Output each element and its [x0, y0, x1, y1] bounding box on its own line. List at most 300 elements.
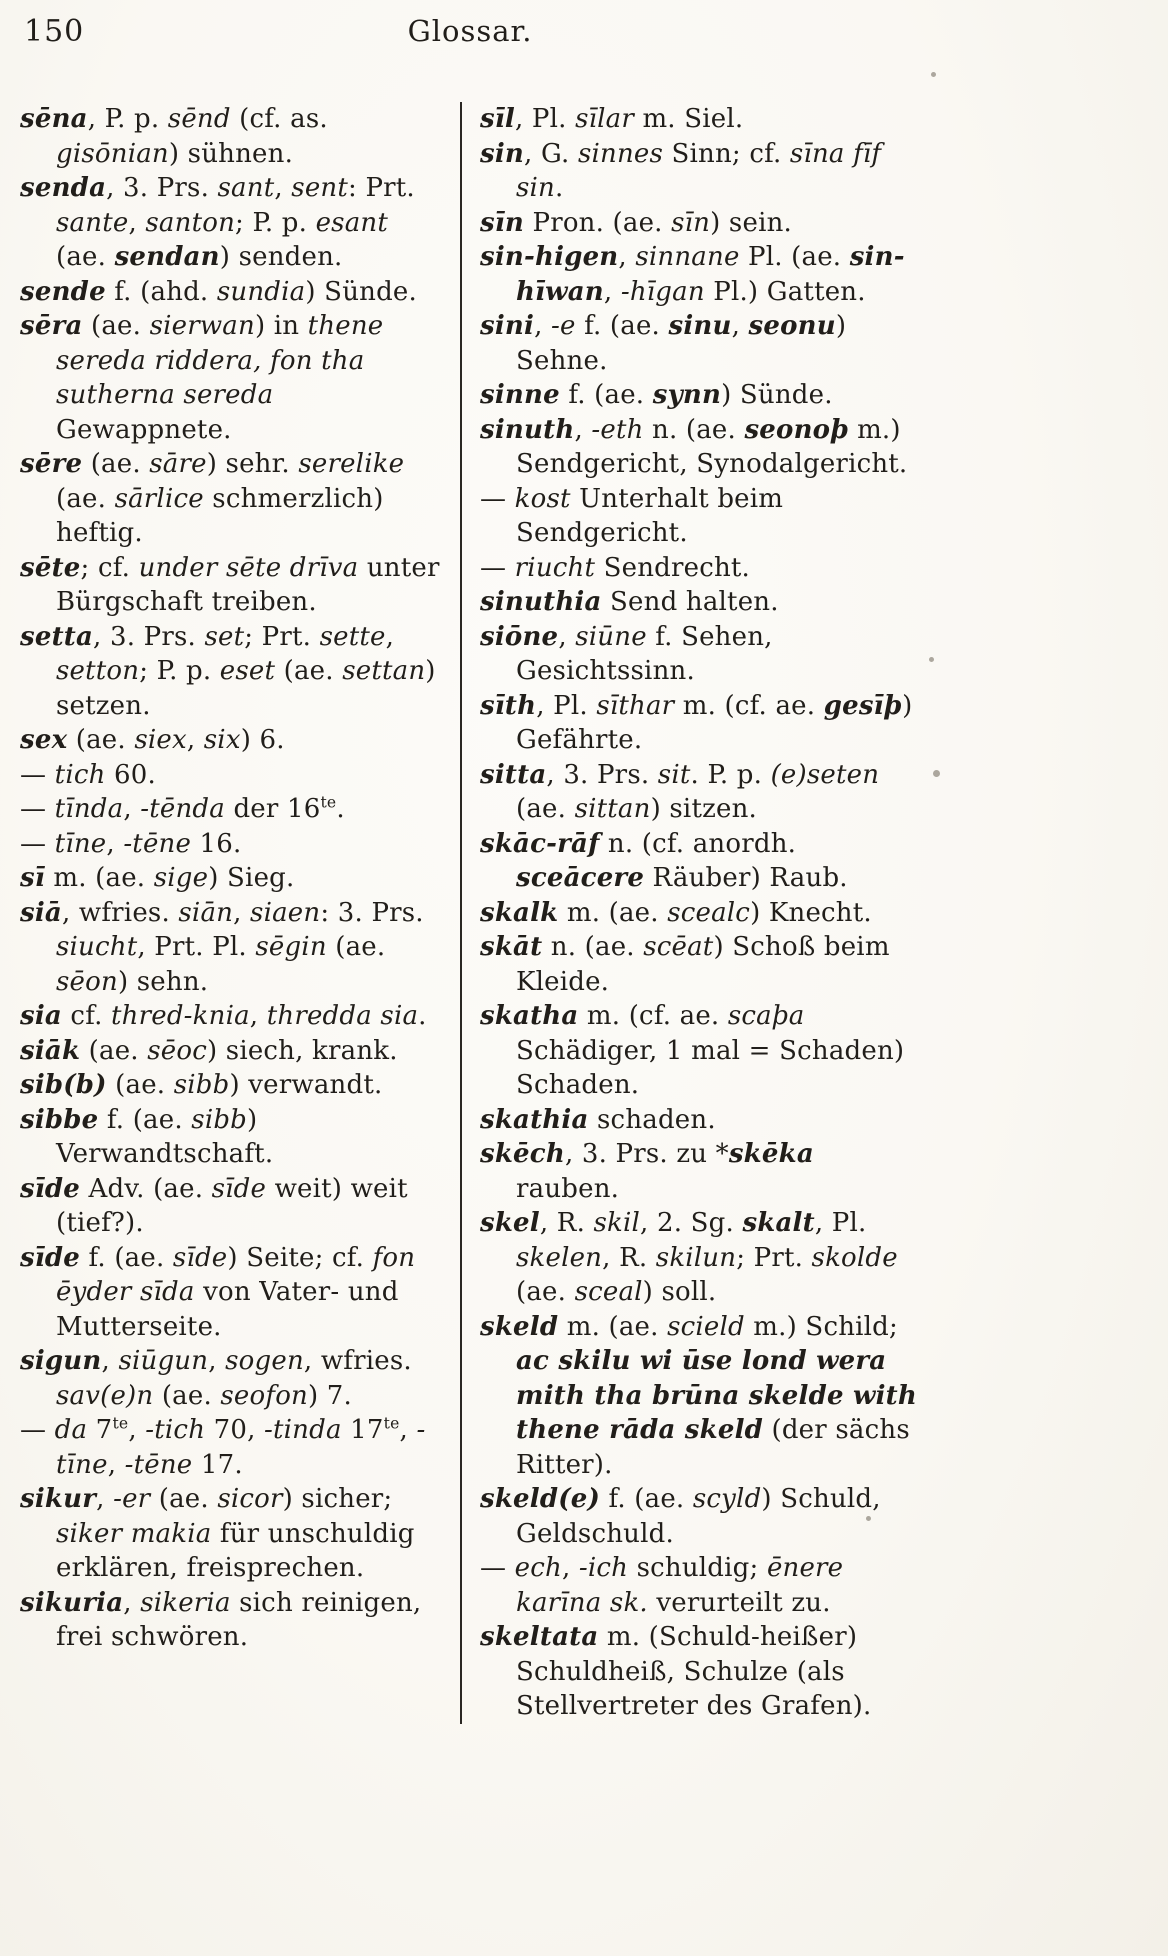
- entry-text: m. (ae.: [558, 1311, 668, 1342]
- running-title: Glossar.: [407, 14, 533, 48]
- entry-text: siker makia: [56, 1518, 212, 1549]
- entry-text: sundia: [216, 276, 306, 307]
- entry-text: scealc: [667, 897, 751, 928]
- glossary-entry: [480, 1620, 922, 1724]
- entry-text: Gewappnete.: [56, 414, 232, 445]
- entry-text: -e: [551, 311, 576, 341]
- entry-text: —: [20, 828, 55, 859]
- entry-text: Pl.) Gatten.: [704, 276, 866, 307]
- glossary-entry: [20, 1482, 446, 1586]
- glossary-entry: [20, 1241, 446, 1345]
- entry-text: -tēnda: [140, 794, 225, 824]
- glossary-entry: [480, 413, 922, 482]
- entry-text: seofon: [220, 1380, 308, 1411]
- entry-text: skelen: [516, 1242, 603, 1273]
- headword-text: seonu: [748, 311, 836, 341]
- entry-text: (ae.: [56, 483, 115, 514]
- entry-text: , Prt. Pl.: [137, 932, 256, 962]
- glossary-entry: [20, 861, 446, 896]
- entry-text: scēat: [643, 932, 714, 962]
- glossary-entry: [20, 1172, 446, 1241]
- entry-text: für unschuldig erklären, freisprechen.: [56, 1518, 415, 1583]
- entry-text: ,: [128, 207, 146, 238]
- entry-text: , 3. Prs.: [546, 759, 658, 790]
- entry-text: ) Schuld, Geldschuld.: [516, 1484, 881, 1549]
- scan-speck: [929, 657, 934, 662]
- entry-text: (e)seten: [770, 759, 880, 790]
- page-header: [0, 14, 1168, 60]
- entry-text: sēnd: [167, 104, 231, 134]
- entry-text: sārlice: [114, 483, 204, 514]
- headword-text: skāc-rāf: [480, 828, 600, 859]
- entry-text: rauben.: [516, 1173, 620, 1204]
- headword-text: sēre: [20, 449, 83, 479]
- entry-text: sīn: [671, 207, 711, 238]
- glossary-entry: [20, 1068, 446, 1103]
- headword-text: sīde: [20, 1242, 81, 1273]
- entry-text: under sēte drīva: [138, 552, 359, 583]
- glossary-entry: [20, 309, 446, 447]
- entry-text: (ae.: [150, 1484, 218, 1514]
- glossary-entry: [480, 482, 922, 551]
- entry-text: (ae.: [275, 656, 343, 686]
- entry-text: sēgin: [255, 932, 327, 962]
- entry-text: -hīgan: [620, 276, 705, 307]
- headword-text: sēra: [20, 311, 83, 341]
- entry-text: unter Bürgschaft treiben.: [56, 552, 440, 617]
- glossary-entry: [20, 551, 446, 620]
- entry-text: (ae.: [106, 1070, 174, 1100]
- entry-text: ,: [399, 1415, 417, 1445]
- glossary-entry: [480, 585, 922, 620]
- entry-text: schaden.: [588, 1104, 716, 1135]
- entry-text: tīne: [54, 828, 107, 859]
- entry-text: (ae.: [67, 725, 135, 755]
- entry-text: sibb: [173, 1070, 230, 1100]
- headword-text: sikur: [20, 1484, 97, 1514]
- entry-text: ech: [514, 1553, 562, 1583]
- glossary-entry: [480, 206, 922, 241]
- entry-text: ,: [128, 1415, 146, 1445]
- entry-text: skolde: [811, 1242, 898, 1273]
- entry-text: weit) weit (tief?).: [56, 1173, 408, 1238]
- entry-text: .: [336, 794, 345, 824]
- entry-text: setton: [56, 656, 140, 686]
- headword-text: sinne: [480, 380, 560, 410]
- entry-text: riucht: [514, 552, 596, 583]
- entry-text: sent: [291, 173, 349, 203]
- entry-text: ,: [534, 311, 552, 341]
- entry-text: thredda sia: [266, 1001, 419, 1031]
- headword-text: sīth: [480, 690, 537, 721]
- headword-text: sceācere: [516, 863, 645, 893]
- glossary-entry: [20, 447, 446, 551]
- entry-text: (cf. as.: [230, 104, 328, 134]
- entry-text: ) verwandt.: [229, 1070, 383, 1100]
- entry-text: ) soll.: [642, 1277, 717, 1307]
- entry-text: sige: [153, 863, 209, 893]
- glossary-entry: [20, 102, 446, 171]
- entry-text: sēoc: [147, 1035, 207, 1066]
- headword-text: sib(b): [20, 1070, 107, 1100]
- entry-text: tich: [54, 759, 106, 790]
- entry-text: ,: [603, 276, 621, 307]
- right-column: [462, 102, 922, 1724]
- entry-text: sogen: [225, 1346, 304, 1376]
- entry-text: ) Seite; cf.: [227, 1242, 373, 1273]
- glossary-entry: [20, 1034, 446, 1069]
- entry-text: , R.: [602, 1242, 656, 1273]
- headword-text: skalt: [742, 1208, 815, 1238]
- entry-text: ) 7.: [308, 1380, 353, 1411]
- entry-text: ) in: [254, 311, 308, 341]
- headword-text: siōne: [480, 621, 559, 652]
- glossary-entry: [480, 378, 922, 413]
- headword-text: sibbe: [20, 1104, 99, 1135]
- headword-text: skeld: [480, 1311, 559, 1342]
- entry-text: -tinda: [264, 1415, 342, 1445]
- headword-text: sex: [20, 725, 68, 755]
- entry-text: —: [20, 759, 55, 790]
- glossary-entry: [20, 758, 446, 793]
- entry-text: , 3. Prs.: [93, 621, 205, 652]
- entry-text: ) Sieg.: [208, 863, 295, 893]
- entry-text: sīde: [211, 1173, 267, 1204]
- entry-text: siān: [178, 897, 234, 928]
- entry-text: m.) Schild;: [744, 1311, 898, 1342]
- glossary-entry: [20, 1586, 446, 1655]
- headword-text: sēte: [20, 552, 81, 583]
- entry-text: (ae.: [80, 1035, 148, 1066]
- entry-text: schmerzlich) heftig.: [56, 483, 384, 548]
- entry-text: , R.: [539, 1208, 594, 1238]
- headword-text: sende: [20, 276, 106, 307]
- headword-text: sēna: [20, 104, 88, 134]
- entry-text: m. (cf. ae.: [674, 690, 824, 721]
- entry-text: (ae.: [82, 449, 150, 479]
- entry-text: m. (cf. ae.: [578, 1001, 728, 1031]
- entry-text: sicor: [217, 1484, 283, 1514]
- entry-text: sit: [657, 759, 691, 790]
- entry-text: gisōnian: [56, 138, 169, 169]
- glossary-entry: [480, 1482, 922, 1551]
- headword-text: sin-higen: [480, 242, 619, 272]
- entry-text: der 16: [224, 794, 321, 824]
- headword-text: sī: [20, 863, 45, 893]
- glossary-entry: [480, 930, 922, 999]
- entry-text: sette: [319, 621, 386, 652]
- entry-text: f. (ahd.: [105, 276, 217, 307]
- glossary-entry: [480, 240, 922, 309]
- entry-text: , Pl.: [536, 690, 597, 721]
- headword-text: skatha: [480, 1001, 579, 1031]
- entry-text: , Pl.: [515, 104, 576, 134]
- glossary-entry: [20, 1413, 446, 1482]
- headword-text: siā: [20, 897, 62, 928]
- entry-text: Sendrecht.: [595, 552, 751, 583]
- entry-text: -ich: [578, 1553, 629, 1583]
- entry-text: ,: [123, 1587, 141, 1618]
- entry-text: ,: [208, 1346, 226, 1376]
- glossary-entry: [480, 758, 922, 827]
- entry-text: —: [480, 483, 515, 514]
- entry-text: sīthar: [596, 690, 675, 721]
- headword-text: sinuth: [480, 414, 575, 445]
- headword-text: synn: [652, 380, 722, 410]
- entry-text: f. (ae.: [98, 1104, 192, 1135]
- headword-text: setta: [20, 621, 94, 652]
- headword-text: seonoþ: [744, 414, 849, 445]
- scan-speck: [866, 1516, 871, 1521]
- entry-text: Räuber) Raub.: [644, 863, 848, 893]
- entry-text: m. (ae.: [44, 863, 154, 893]
- entry-text: sinnane: [635, 242, 740, 272]
- entry-text: skil: [593, 1208, 641, 1238]
- entry-text: sceal: [574, 1277, 643, 1307]
- entry-text: sīna fīf sin: [516, 138, 882, 203]
- entry-text: thene sereda riddera, fon tha sutherna sereda: [56, 311, 384, 410]
- entry-text: cf.: [61, 1001, 112, 1031]
- entry-text: ) 6.: [240, 725, 285, 755]
- entry-text: sibb: [191, 1104, 248, 1135]
- entry-text: ) sühnen.: [168, 138, 294, 169]
- entry-text: f. (ae.: [559, 380, 653, 410]
- glossary-entry: [20, 1103, 446, 1172]
- left-column: [20, 102, 460, 1724]
- headword-text: sigun: [20, 1346, 102, 1376]
- headword-text: sīl: [480, 104, 515, 134]
- headword-text: sinu: [668, 311, 732, 341]
- entry-text: te: [320, 793, 337, 812]
- entry-text: sich reinigen, frei schwören.: [56, 1587, 422, 1652]
- entry-text: (ae.: [326, 932, 386, 962]
- scan-speck: [933, 770, 940, 777]
- entry-text: von Vater- und Mutterseite.: [56, 1277, 399, 1342]
- entry-text: —: [480, 552, 515, 583]
- entry-text: sīde: [172, 1242, 228, 1273]
- entry-text: schuldig;: [628, 1553, 767, 1583]
- entry-text: skilun: [655, 1242, 737, 1273]
- entry-text: (der sächs Ritter).: [516, 1415, 910, 1480]
- entry-text: -tich: [145, 1415, 206, 1445]
- entry-text: ,: [101, 1346, 119, 1376]
- entry-text: ) siech, krank.: [206, 1035, 398, 1066]
- glossary-entry: [480, 1310, 922, 1483]
- entry-text: (ae.: [516, 1277, 575, 1307]
- entry-text: ,: [123, 794, 141, 824]
- entry-text: siex: [134, 725, 187, 755]
- page-number: 150: [24, 14, 85, 49]
- entry-text: scaþa: [727, 1001, 805, 1031]
- glossary-entry: [20, 999, 446, 1034]
- entry-text: te: [383, 1414, 400, 1433]
- glossary-entry: [20, 1344, 446, 1413]
- entry-text: ) sicher;: [282, 1484, 393, 1514]
- headword-text: skel: [480, 1208, 540, 1238]
- entry-text: n. (ae.: [643, 414, 745, 445]
- entry-text: ) Verwandtschaft.: [56, 1104, 274, 1169]
- entry-text: ) sein.: [710, 207, 792, 238]
- entry-text: , 3. Prs.: [106, 173, 218, 203]
- entry-text: da: [54, 1415, 88, 1445]
- glossary-entry: [480, 620, 922, 689]
- headword-text: skeltata: [480, 1622, 599, 1652]
- entry-text: , 3. Prs. zu *: [564, 1139, 729, 1169]
- entry-text: Schädiger, 1 mal = Schaden) Schaden.: [516, 1035, 905, 1100]
- entry-text: scyld: [692, 1484, 762, 1514]
- entry-text: siūgun: [118, 1346, 209, 1376]
- entry-text: . P. p.: [690, 759, 771, 790]
- headword-text: skēka: [728, 1139, 814, 1169]
- entry-text: Adv. (ae.: [80, 1173, 212, 1204]
- entry-text: 7: [87, 1415, 113, 1445]
- entry-text: ēnere karīna sk.: [516, 1553, 844, 1618]
- entry-text: sittan: [574, 794, 651, 824]
- headword-text: siāk: [20, 1035, 81, 1066]
- entry-text: sēon: [56, 966, 118, 997]
- glossary-entry: [480, 827, 922, 896]
- entry-text: sante: [56, 207, 129, 238]
- entry-text: ; P. p.: [235, 207, 316, 238]
- entry-text: ,: [249, 1001, 267, 1031]
- entry-text: ,: [731, 311, 749, 341]
- scan-speck: [931, 72, 936, 77]
- entry-text: : 3. Prs.: [320, 897, 424, 928]
- headword-text: skalk: [480, 897, 559, 928]
- entry-text: m. (Schuld-heißer) Schuldheiß, Schulze (als Stellvertreter des Grafen).: [516, 1622, 872, 1721]
- entry-text: ,: [574, 414, 592, 445]
- entry-text: ,: [385, 621, 395, 652]
- entry-text: settan: [342, 656, 426, 686]
- headword-text: senda: [20, 173, 107, 203]
- headword-text: sīn: [480, 207, 525, 238]
- entry-text: santon: [145, 207, 236, 238]
- entry-text: 17: [341, 1415, 384, 1445]
- glossary-entry: [20, 620, 446, 724]
- headword-text: skeld(e): [480, 1484, 600, 1514]
- entry-text: (ae.: [56, 242, 115, 272]
- entry-text: ,: [106, 828, 124, 859]
- headword-text: sinuthia: [480, 587, 602, 617]
- entry-text: esant: [315, 207, 389, 238]
- entry-text: Send halten.: [601, 587, 779, 617]
- headword-text: ac skilu wi ūse lond wera mith tha brūna skelde with thene rāda skeld: [516, 1346, 917, 1445]
- glossary-entry: [480, 1137, 922, 1206]
- glossary-entry: [20, 723, 446, 758]
- entry-text: te: [112, 1414, 129, 1433]
- entry-text: verurteilt zu.: [647, 1587, 831, 1618]
- entry-text: sant: [217, 173, 275, 203]
- headword-text: sia: [20, 1001, 62, 1031]
- headword-text: gesīþ: [823, 690, 903, 721]
- entry-text: ; Prt.: [244, 621, 320, 652]
- entry-text: -er: [113, 1484, 151, 1514]
- entry-text: m. Siel.: [633, 104, 744, 134]
- entry-text: n. (ae.: [542, 932, 644, 962]
- entry-text: scield: [667, 1311, 745, 1342]
- entry-text: -tīne: [56, 1415, 426, 1480]
- entry-text: , 2. Sg.: [640, 1208, 743, 1238]
- entry-text: sierwan: [149, 311, 255, 341]
- glossary-entry: [480, 896, 922, 931]
- glossary-entry: [480, 1103, 922, 1138]
- entry-text: ) Knecht.: [750, 897, 872, 928]
- entry-text: Unterhalt beim Sendgericht.: [516, 483, 784, 548]
- glossary-entry: [480, 551, 922, 586]
- glossary-entry: [20, 896, 446, 1000]
- two-column-text-block: [20, 102, 936, 1724]
- glossary-entry: [480, 999, 922, 1103]
- entry-text: sinnes: [577, 138, 664, 169]
- entry-text: -tēne: [123, 828, 192, 859]
- glossary-entry: [20, 275, 446, 310]
- headword-text: skathia: [480, 1104, 589, 1135]
- glossary-entry: [20, 827, 446, 862]
- entry-text: f. (ae.: [80, 1242, 173, 1273]
- entry-text: ) sehr.: [206, 449, 299, 479]
- glossary-entry: [20, 171, 446, 275]
- entry-text: sāre: [149, 449, 207, 479]
- entry-text: 17.: [192, 1449, 243, 1480]
- entry-text: ) sitzen.: [650, 794, 757, 824]
- entry-text: 70,: [205, 1415, 265, 1445]
- entry-text: tīnda: [54, 794, 124, 824]
- entry-text: serelike: [298, 449, 405, 479]
- entry-text: ,: [107, 1449, 125, 1480]
- entry-text: ,: [274, 173, 292, 203]
- entry-text: sīlar: [575, 104, 634, 134]
- entry-text: ,: [558, 621, 576, 652]
- entry-text: ) senden.: [219, 242, 343, 272]
- entry-text: , P. p.: [87, 104, 168, 134]
- entry-text: (ae.: [153, 1380, 221, 1411]
- entry-text: siaen: [250, 897, 321, 928]
- entry-text: , G.: [524, 138, 578, 169]
- entry-text: m.) Sendgericht, Synodalgericht.: [516, 414, 908, 479]
- entry-text: sav(e)n: [56, 1380, 154, 1411]
- entry-text: m. (ae.: [558, 897, 668, 928]
- headword-text: sin-hīwan: [516, 242, 905, 307]
- entry-text: ) Schoß beim Kleide.: [516, 932, 890, 997]
- headword-text: sikuria: [20, 1587, 124, 1618]
- entry-text: ; cf.: [80, 552, 139, 583]
- entry-text: Pron. (ae.: [524, 207, 672, 238]
- entry-text: .: [555, 173, 564, 203]
- glossary-entry: [480, 689, 922, 758]
- entry-text: ,: [561, 1553, 579, 1583]
- entry-text: thred-knia: [111, 1001, 250, 1031]
- entry-text: -eth: [591, 414, 644, 445]
- entry-text: siūne: [575, 621, 647, 652]
- entry-text: ) Gefährte.: [516, 690, 913, 755]
- glossary-entry: [480, 102, 922, 137]
- entry-text: siucht: [56, 932, 138, 962]
- entry-text: : Prt.: [348, 173, 415, 203]
- entry-text: sikeria: [140, 1587, 231, 1618]
- glossary-entry: [480, 1551, 922, 1620]
- entry-text: f. (ae.: [600, 1484, 693, 1514]
- entry-text: , wfries.: [61, 897, 179, 928]
- entry-text: —: [20, 794, 55, 824]
- glossary-entry: [20, 792, 446, 827]
- entry-text: ,: [233, 897, 251, 928]
- headword-text: sitta: [480, 759, 547, 790]
- entry-text: ,: [618, 242, 636, 272]
- entry-text: kost: [514, 483, 571, 514]
- entry-text: ; P. p.: [139, 656, 220, 686]
- glossary-entry: [480, 137, 922, 206]
- entry-text: 16.: [191, 828, 242, 859]
